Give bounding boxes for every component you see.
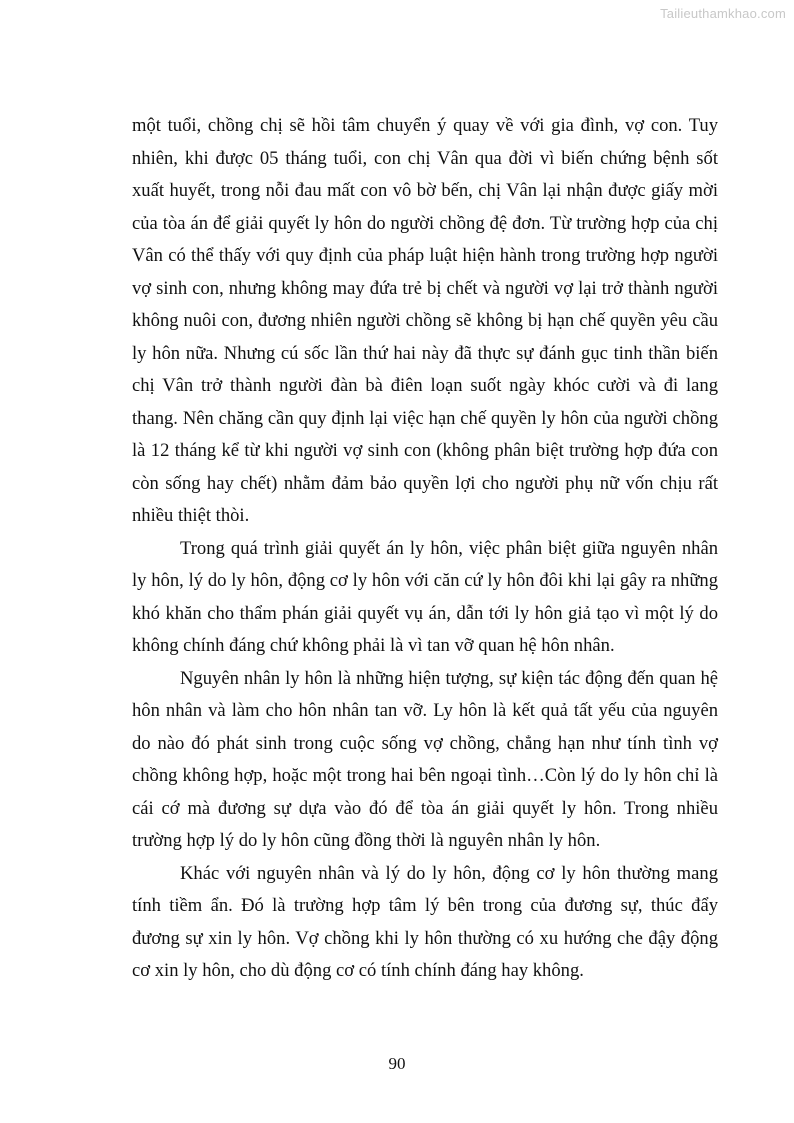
paragraph (132, 858, 718, 988)
page-number: 90 (388, 1054, 406, 1073)
text-line: nhiên, khi được 05 tháng tuổi, con chị Vân qua đời vì biến chứng bệnh sốt (132, 147, 718, 169)
text-line: Vân có thể thấy với quy định của pháp luật hiện hành trong trường hợp người (132, 245, 718, 266)
text-line: không nuôi con, đương nhiên người chồng sẽ không bị hạn chế quyền yêu cầu (132, 310, 718, 331)
text-line: hôn nhân và làm cho hôn nhân tan vỡ. Ly hôn là kết quả tất yếu của nguyên (132, 700, 718, 721)
text-line: Nguyên nhân ly hôn là những hiện tượng, sự kiện tác động đến quan hệ (180, 667, 718, 689)
text-line: của tòa án để giải quyết ly hôn do người chồng đệ đơn. Từ trường hợp của chị (132, 212, 718, 234)
text-line: ly hôn, lý do ly hôn, động cơ ly hôn với căn cứ ly hôn đôi khi lại gây ra những (132, 570, 718, 591)
text-line: tính tiềm ẩn. Đó là trường hợp tâm lý bên trong của đương sự, thúc đẩy (132, 895, 718, 916)
paragraph (132, 533, 718, 663)
text-line: cơ xin ly hôn, cho dù động cơ có tính chính đáng hay không. (132, 960, 584, 981)
text-line: chị Vân trở thành người đàn bà điên loạn suốt ngày khóc cười và đi lang (132, 375, 718, 396)
text-line: vợ sinh con, nhưng không may đứa trẻ bị chết và người vợ lại trở thành người (132, 277, 718, 299)
text-line: chồng không hợp, hoặc một trong hai bên ngoại tình…Còn lý do ly hôn chỉ là (132, 765, 718, 786)
text-line: Trong quá trình giải quyết án ly hôn, việc phân biệt giữa nguyên nhân (180, 537, 718, 559)
text-line: cái cớ mà đương sự dựa vào đó để tòa án giải quyết ly hôn. Trong nhiều (132, 797, 718, 819)
text-line: thang. Nên chăng cần quy định lại việc hạn chế quyền ly hôn của người chồng (132, 407, 718, 429)
document-body (132, 110, 718, 988)
text-line: Khác với nguyên nhân và lý do ly hôn, động cơ ly hôn thường mang (180, 862, 718, 884)
text-line: một tuổi, chồng chị sẽ hồi tâm chuyển ý quay về với gia đình, vợ con. Tuy (132, 115, 718, 136)
text-line: khó khăn cho thẩm phán giải quyết vụ án, dẫn tới ly hôn giả tạo vì một lý do (132, 602, 718, 624)
text-line: xuất huyết, trong nỗi đau mất con vô bờ bến, chị Vân lại nhận được giấy mời (132, 180, 718, 201)
text-line: ly hôn nữa. Nhưng cú sốc lần thứ hai này đã thực sự đánh gục tinh thần biến (132, 342, 718, 364)
text-line: nhiều thiệt thòi. (132, 505, 250, 526)
paragraph (132, 663, 718, 858)
paragraph (132, 110, 718, 533)
text-line: trường hợp lý do ly hôn cũng đồng thời là nguyên nhân ly hôn. (132, 830, 601, 851)
text-line: do nào đó phát sinh trong cuộc sống vợ chồng, chẳng hạn như tính tình vợ (132, 732, 718, 754)
text-line: còn sống hay chết) nhằm đảm bảo quyền lợi cho người phụ nữ vốn chịu rất (132, 472, 718, 494)
text-line: không chính đáng chứ không phải là vì tan vỡ quan hệ hôn nhân. (132, 635, 615, 656)
watermark-text: Tailieuthamkhao.com (660, 6, 786, 21)
text-line: là 12 tháng kể từ khi người vợ sinh con (không phân biệt trường hợp đứa con (132, 440, 718, 461)
text-line: đương sự xin ly hôn. Vợ chồng khi ly hôn thường có xu hướng che đậy động (132, 927, 718, 949)
